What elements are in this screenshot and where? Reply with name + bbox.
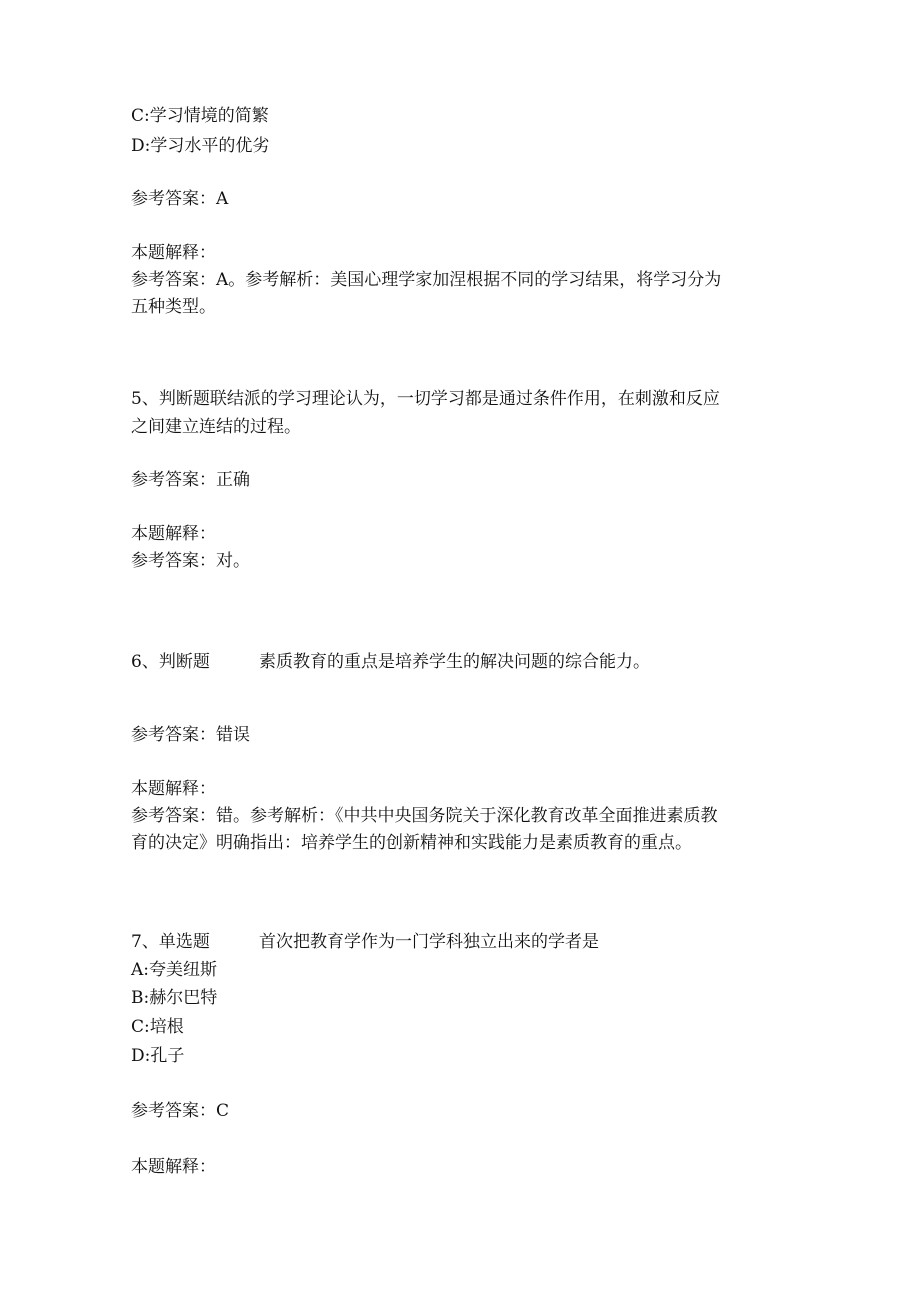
q7-type: 7、单选题: [131, 932, 210, 952]
q6-explain-line1: 参考答案：错。参考解析：《中共中央国务院关于深化教育改革全面推进素质教: [131, 806, 718, 826]
q4-answer: 参考答案：A: [131, 189, 229, 209]
q4-explain-label: 本题解释：: [131, 243, 216, 263]
q5-explain-label: 本题解释：: [131, 524, 216, 544]
q7-option-a: A:夸美纽斯: [131, 960, 218, 980]
q7-option-b: B:赫尔巴特: [131, 988, 218, 1008]
q6-answer: 参考答案：错误: [131, 725, 250, 745]
q7-question: [131, 930, 599, 954]
q4-option-c: C:学习情境的简繁: [131, 106, 269, 126]
q6-stem: 素质教育的重点是培养学生的解决问题的综合能力。: [259, 652, 650, 672]
q5-question-line1: 5、判断题联结派的学习理论认为，一切学习都是通过条件作用，在刺激和反应: [131, 389, 720, 409]
q4-explain-line1: 参考答案：A。参考解析：美国心理学家加涅根据不同的学习结果，将学习分为: [131, 270, 722, 290]
q5-explain-line1: 参考答案：对。: [131, 551, 250, 571]
q7-option-d: D:孔子: [131, 1046, 185, 1066]
q7-explain-label: 本题解释：: [131, 1157, 216, 1177]
q4-option-d: D:学习水平的优劣: [131, 136, 270, 156]
q6-type: 6、判断题: [131, 652, 210, 672]
q6-explain-line2: 育的决定》明确指出：培养学生的创新精神和实践能力是素质教育的重点。: [131, 833, 692, 853]
q4-explain-line2: 五种类型。: [131, 297, 216, 317]
q7-stem: 首次把教育学作为一门学科独立出来的学者是: [259, 932, 599, 952]
q7-option-c: C:培根: [131, 1017, 184, 1037]
q6-question: [131, 650, 650, 674]
q7-answer: 参考答案：C: [131, 1101, 230, 1121]
q5-question-line2: 之间建立连结的过程。: [131, 417, 301, 437]
q5-answer: 参考答案：正确: [131, 470, 250, 490]
q6-explain-label: 本题解释：: [131, 779, 216, 799]
